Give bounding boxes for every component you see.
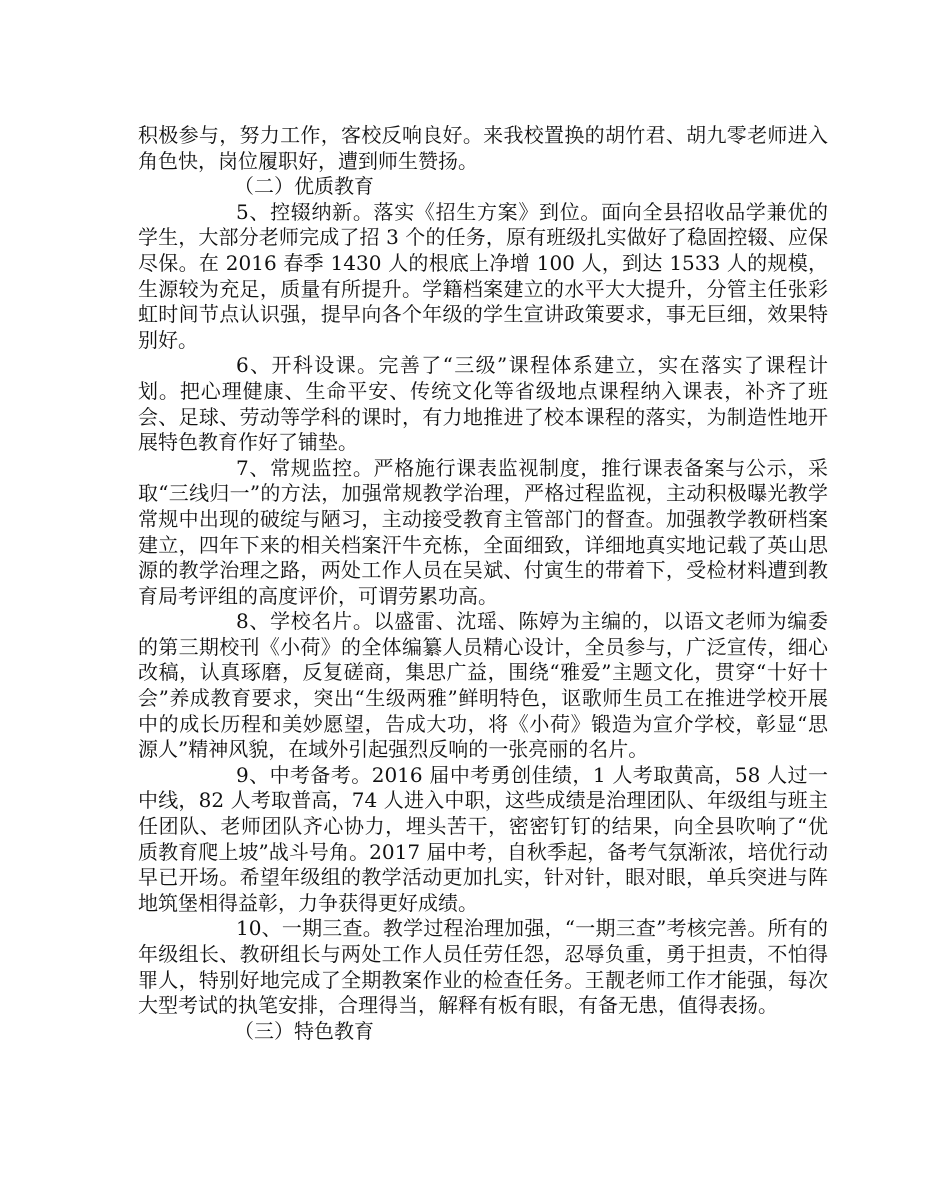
paragraph-continuation: 积极参与，努力工作，客校反响良好。来我校置换的胡竹君、胡九零老师进入角色快，岗位履职好，遭到师生赞扬。	[138, 123, 828, 173]
paragraph-item-6: 6、开科设课。完善了“三级”课程体系建立，实在落实了课程计划。把心理健康、生命平安、传统文化等省级地点课程纳入课表，补齐了班会、足球、劳动等学科的课时，有力地推进了校本课程的落实，为制造性地开展特色教育作好了铺垫。	[138, 353, 828, 455]
paragraph-item-7: 7、常规监控。严格施行课表监视制度，推行课表备案与公示，采取“三线归一”的方法，加强常规教学治理，严格过程监视，主动积极曝光教学常规中出现的破绽与陋习，主动接受教育主管部门的督查。加强教学教研档案建立，四年下来的相关档案汗牛充栋，全面细致，详细地真实地记载了英山思源的教学治理之路，两处工作人员在吴斌、付寅生的带着下，受检材料遭到教育局考评组的高度评价，可谓劳累功高。	[138, 455, 828, 608]
paragraph-item-8: 8、学校名片。以盛雷、沈瑶、陈婷为主编的，以语文老师为编委的第三期校刊《小荷》的全体编纂人员精心设计，全员参与，广泛宣传，细心改稿，认真琢磨，反复磋商，集思广益，围绕“雅爱”主题文化，贯穿“十好十会”养成教育要求，突出“生级两雅”鲜明特色，讴歌师生员工在推进学校开展中的成长历程和美妙愿望，告成大功，将《小荷》锻造为宣介学校，彰显“思源人”精神风貌，在域外引起强烈反响的一张亮丽的名片。	[138, 609, 828, 762]
paragraph-item-10: 10、一期三查。教学过程治理加强，“一期三查”考核完善。所有的年级组长、教研组长与两处工作人员任劳任怨，忍辱负重，勇于担责，不怕得罪人，特别好地完成了全期教案作业的检查任务。王靓老师工作才能强，每次大型考试的执笔安排，合理得当，解释有板有眼，有备无患，值得表扬。	[138, 916, 828, 1018]
section-heading-characteristic-education: （三）特色教育	[234, 1018, 374, 1043]
paragraph-item-5: 5、控辍纳新。落实《招生方案》到位。面向全县招收品学兼优的学生，大部分老师完成了招 3 个的任务，原有班级扎实做好了稳固控辍、应保尽保。在 2016 春季 1430 人的根底上净增 100 人，到达 1533 人的规模，生源较为充足，质量有所提升。学籍档案建立的水平大大提升，分管主任张彩虹时间节点认识强，提早向各个年级的学生宣讲政策要求，事无巨细，效果特别好。	[138, 199, 828, 352]
paragraph-item-9: 9、中考备考。2016 届中考勇创佳绩，1 人考取黄高，58 人过一中线，82 人考取普高，74 人进入中职，这些成绩是治理团队、年级组与班主任团队、老师团队齐心协力，埋头苦干，密密钉钉的结果，向全县吹响了“优质教育爬上坡”战斗号角。2017 届中考，自秋季起，备考气氛渐浓，培优行动早已开场。希望年级组的教学活动更加扎实，针对针，眼对眼，单兵突进与阵地筑堡相得益彰，力争获得更好成绩。	[138, 762, 828, 915]
document-page	[138, 123, 828, 1044]
section-heading-quality-education: （二）优质教育	[234, 174, 374, 199]
